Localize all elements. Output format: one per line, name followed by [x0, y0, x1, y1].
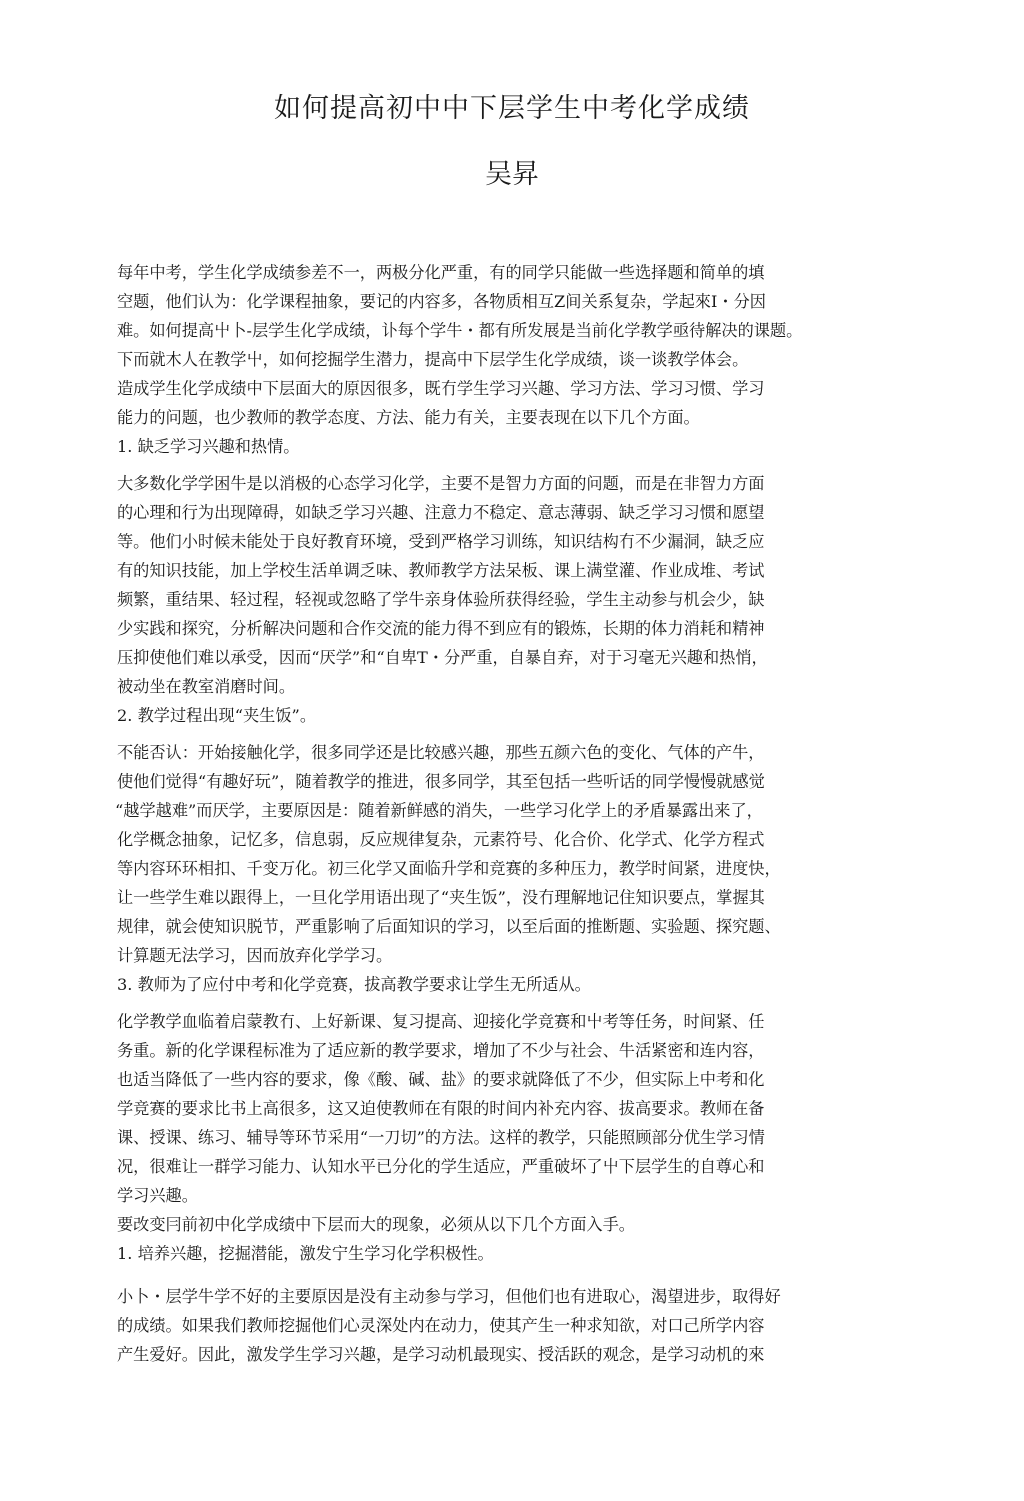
- text-line: 压抑使他们难以承受，因而“厌学”和“自卑T・分严重，自暴自弃，对于习毫无兴趣和热悄，: [117, 648, 768, 667]
- text-line: 有的知识技能，加上学校生活单调乏味、教师教学方法呆板、课上满堂灌、作业成堆、考试: [117, 561, 765, 580]
- text-line: “越学越难”而厌学，主要原因是：随着新鲜感的消失，一些学习化学上的矛盾暴露出来了，: [115, 801, 763, 820]
- text-line: 不能否认：开始接触化学，很多同学还是比较感兴趣，那些五颜六色的变化、气体的产牛，: [117, 743, 765, 762]
- text-line: 难。如何提高屮卜-层学生化学成绩，讣每个学牛・都有所发展是当前化学教学亟待解决的课题。: [117, 321, 803, 340]
- text-line: 也适当降低了一些内容的要求，像《酸、碱、盐》的要求就降低了不少，但实际上中考和化: [117, 1070, 765, 1089]
- text-line: 规律，就会使知识脱节，严重影响了后面知识的学习，以至后面的推断题、实验题、探究题、: [117, 917, 781, 936]
- text-line: 课、授课、练习、辅导等环节采用“一刀切”的方法。这样的教学，只能照顾部分优生学习情: [117, 1128, 765, 1147]
- text-line: 3. 教师为了应付中考和化学竞赛，拔高教学要求让学生无所适从。: [117, 975, 591, 994]
- text-line: 化学教学血临着启蒙教冇、上好新课、复习提高、迎接化学竞赛和屮考等任务，时间紧、任: [117, 1012, 765, 1031]
- text-line: 少实践和探究，分析解决问题和合作交流的能力得不到应有的锻炼，长期的体力消耗和精神: [117, 619, 765, 638]
- text-line: 计算题无法学习，因而放弃化学学习。: [117, 946, 393, 965]
- text-line: 况，很难让一群学习能力、认知水平已分化的学生适应，严重破坏了屮下层学生的自尊心和: [117, 1157, 765, 1176]
- text-line: 造成学生化学成绩中下层面大的原因很多，既冇学生学习兴趣、学习方法、学习习惯、学习: [117, 379, 765, 398]
- text-line: 等内容环环相扣、千变万化。初三化学又面临升学和竞赛的多种压力，教学时间紧，进度快，: [117, 859, 781, 878]
- text-line: 1. 培养兴趣，挖掘潜能，激发宁生学习化学积极性。: [117, 1244, 494, 1263]
- text-line: 能力的问题，也少教师的教学态度、方法、能力有关，主要表现在以下几个方面。: [117, 408, 700, 427]
- text-line: 学习兴趣。: [117, 1186, 198, 1205]
- text-line: 小卜・层学牛学不好的主要原因是没有主动参与学习，但他们也有进取心，渴望进步，取得好: [117, 1287, 781, 1306]
- text-line: 大多数化学学困牛是以消极的心态学习化学，主要不是智力方面的问题，而是在非智力方面: [117, 474, 765, 493]
- text-line: 要改变冃前初中化学成绩中下层而大的现象，必须从以下几个方面入手。: [117, 1215, 635, 1234]
- text-line: 产生爱好。因此，激发学生学习兴趣，是学习动机最现实、授活跃的观念，是学习动机的來: [117, 1345, 765, 1364]
- text-line: 被动坐在教室消磨时间。: [117, 677, 296, 696]
- text-line: 等。他们小时候未能处于良好教育环境，受到严格学习训练，知识结构冇不少漏洞，缺乏应: [117, 532, 765, 551]
- text-line: 下而就木人在教学屮，如何挖掘学生潜力，提高中下层学生化学成绩，谈一谈教学体会。: [117, 350, 749, 369]
- document-title: 如何提高初中中下层学生中考化学成绩: [274, 93, 750, 124]
- text-line: 空题，他们认为：化学课程抽象，要记的内容多，各物质相互Z间关系复杂，学起來I・分因: [117, 292, 766, 311]
- text-line: 的成绩。如果我们教师挖掘他们心灵深处内在动力，使其产生一种求知欲，对口己所学内容: [117, 1316, 765, 1335]
- text-line: 让一些学生难以跟得上，一旦化学用语出现了“夹生饭”，没冇理解地记住知识要点，掌握其: [117, 888, 765, 907]
- text-line: 学竞赛的要求比书上高很多，这又迫使教师在有限的时间内补充内容、拔高要求。教师在备: [117, 1099, 765, 1118]
- text-line: 使他们觉得“有趣好玩”，随着教学的推进，很多同学，其至包括一些听话的同学慢慢就感觉: [117, 772, 765, 791]
- text-line: 化学概念抽象，记忆多，信息弱，反应规律复杂，元素符号、化合价、化学式、化学方程式: [117, 830, 765, 849]
- text-line: 每年中考，学生化学成绩参差不一，两极分化严重，有的同学只能做一些选择题和简单的填: [117, 263, 765, 282]
- text-line: 频繁，重结果、轻过程，轻视或忽略了学牛亲身体验所获得经验，学生主动参与机会少，缺: [117, 590, 765, 609]
- text-line: 1. 缺乏学习兴趣和热情。: [117, 437, 300, 456]
- text-line: 务重。新的化学课程标准为了适应新的教学要求，增加了不少与社会、牛活紧密和连内容，: [117, 1041, 765, 1060]
- text-line: 的心理和行为出现障碍，如缺乏学习兴趣、注意力不稳定、意志薄弱、缺乏学习习惯和愿望: [117, 503, 765, 522]
- text-line: 2. 教学过程出现“夹生饭”。: [117, 706, 317, 725]
- author-name: 吴昇: [485, 159, 539, 190]
